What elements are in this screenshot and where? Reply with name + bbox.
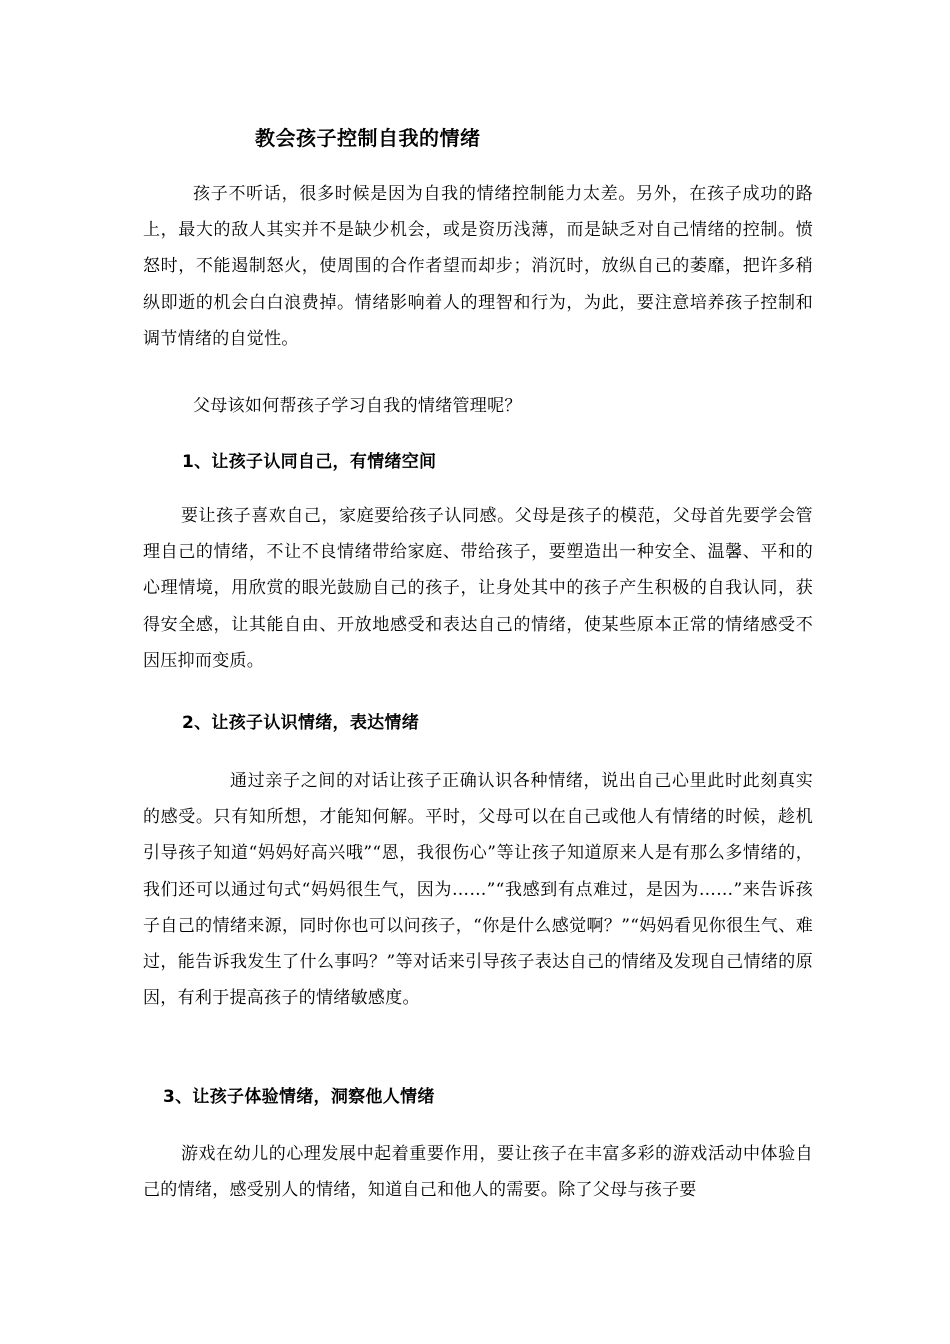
section-3-heading: 3、让孩子体验情绪，洞察他人情绪 <box>163 1087 435 1107</box>
section-3-body: 游戏在幼儿的心理发展中起着重要作用，要让孩子在丰富多彩的游戏活动中体验自己的情绪，感受别人的情绪，知道自己和他人的需要。除了父母与孩子要 <box>143 1144 813 1201</box>
section-2-body: 通过亲子之间的对话让孩子正确认识各种情绪，说出自己心里此时此刻真实的感受。只有知所想，才能知何解。平时，父母可以在自己或他人有情绪的时候，趁机引导孩子知道“妈妈好高兴哦”“恩，我很伤心”等让孩子知道原来人是有那么多情绪的，我们还可以通过句式“妈妈很生气，因为……”“我感到有点难过，是因为……”来告诉孩子自己的情绪来源，同时你也可以问孩子，“你是什么感觉啊？”“妈妈看见你很生气、难过，能告诉我发生了什么事吗？”等对话来引导孩子表达自己的情绪及发现自己情绪的原因，有利于提高孩子的情绪敏感度。 <box>143 771 813 1009</box>
section-2-heading: 2、让孩子认识情绪，表达情绪 <box>182 713 420 733</box>
document-title: 教会孩子控制自我的情绪 <box>255 126 481 150</box>
intro-paragraph: 孩子不听话，很多时候是因为自我的情绪控制能力太差。另外，在孩子成功的路上，最大的敌人其实并不是缺少机会，或是资历浅薄，而是缺乏对自己情绪的控制。愤怒时，不能遏制怒火，使周围的合作者望而却步；消沉时，放纵自己的萎靡，把许多稍纵即逝的机会白白浪费掉。情绪影响着人的理智和行为，为此，要注意培养孩子控制和调节情绪的自觉性。 <box>143 184 813 349</box>
section-1-heading: 1、让孩子认同自己，有情绪空间 <box>182 452 437 472</box>
question-paragraph: 父母该如何帮孩子学习自我的情绪管理呢？ <box>193 396 522 416</box>
section-1-body: 要让孩子喜欢自己，家庭要给孩子认同感。父母是孩子的模范，父母首先要学会管理自己的情绪，不让不良情绪带给家庭、带给孩子，要塑造出一种安全、温馨、平和的心理情境，用欣赏的眼光鼓励自己的孩子，让身处其中的孩子产生积极的自我认同，获得安全感，让其能自由、开放地感受和表达自己的情绪，使某些原本正常的情绪感受不因压抑而变质。 <box>143 506 813 671</box>
